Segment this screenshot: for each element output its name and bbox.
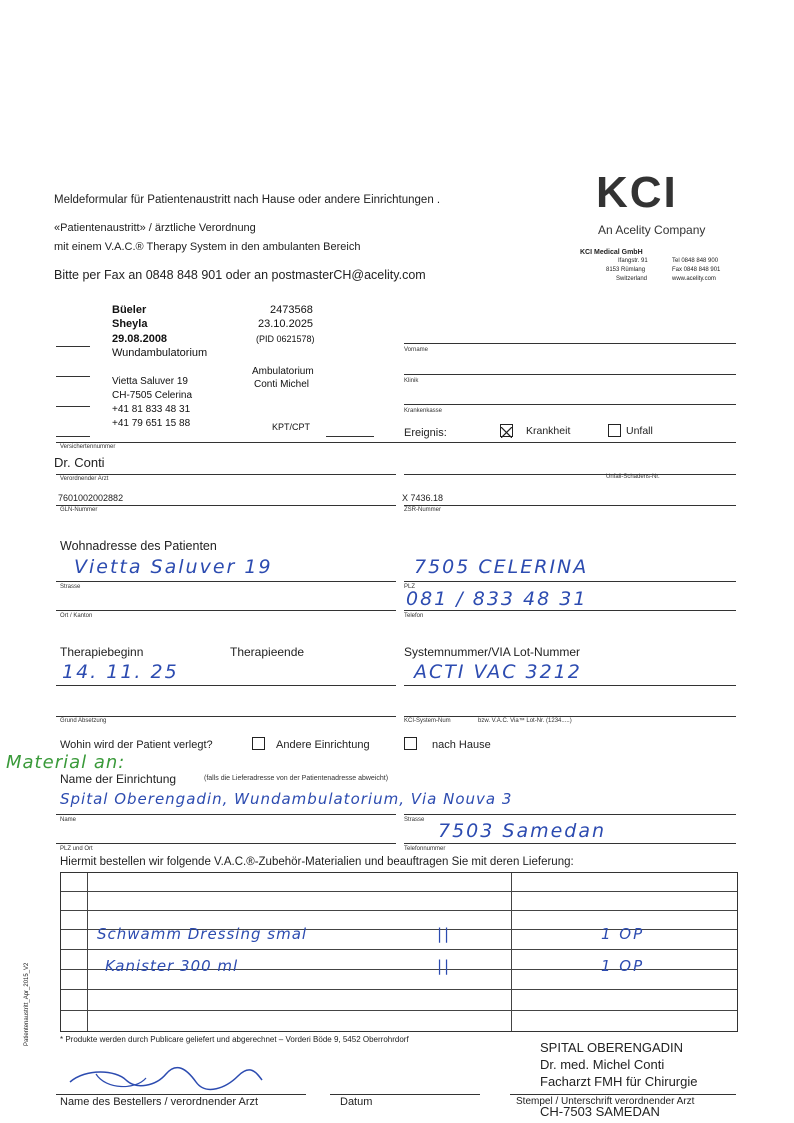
patient-lastname: Büeler [112, 304, 147, 316]
order-intro: Hiermit bestellen wir folgende V.A.C.®-Zubehör-Materialien und beauftragen Sie mit deren Lieferung: [60, 856, 574, 868]
logo-tagline: An Acelity Company [598, 223, 706, 237]
material-note: Material an: [6, 752, 126, 773]
kci-logo: KCI [596, 168, 678, 217]
stempel-label: Stempel / Unterschrift verordnender Arzt [516, 1096, 695, 1107]
vorname-label: Vorname [404, 347, 429, 353]
order-row-5-mark: || [437, 957, 452, 975]
order-row-4-item: Schwamm Dressing smal [97, 925, 308, 943]
form-title: Meldeformular für Patientenaustritt nach Hause oder andere Einrichtungen . [54, 194, 441, 206]
label-date: 23.10.2025 [258, 318, 314, 330]
order-table [60, 872, 738, 1032]
besteller-label: Name des Bestellers / verordnender Arzt [60, 1096, 259, 1108]
company-address-3: Switzerland [616, 276, 648, 282]
telefon-label: Telefon [404, 613, 424, 619]
gln-label: GLN-Nummer [60, 507, 98, 513]
company-name: KCI Medical GmbH [580, 249, 643, 256]
andere-einrichtung-checkbox[interactable] [252, 737, 265, 750]
therapy-start-value: 14. 11. 25 [62, 661, 179, 683]
patient-phone-1: +41 81 833 48 31 [112, 404, 191, 415]
ereignis-label: Ereignis: [404, 427, 447, 439]
order-row-4-mark: || [437, 925, 452, 943]
versichertennummer-label: Versichertennummer [60, 444, 116, 450]
company-address-1: Ifangstr. 91 [618, 258, 648, 264]
telefonnummer-label: Telefonnummer [404, 846, 446, 852]
patient-firstname: Sheyla [112, 318, 148, 330]
patient-city: CH-7505 Celerina [112, 390, 193, 401]
clinic-line-2: Conti Michel [254, 379, 310, 390]
fax-instruction: Bitte per Fax an 0848 848 901 oder an postmasterCH@acelity.com [54, 268, 426, 282]
stamp-line-3: Facharzt FMH für Chirurgie [540, 1074, 698, 1089]
name-label: Name [60, 817, 77, 823]
einrichtung-value: Spital Oberengadin, Wundambulatorium, Via Nouva 3 [60, 790, 513, 808]
patient-phone-2: +41 79 651 15 88 [112, 418, 191, 429]
company-web: www.acelity.com [672, 276, 716, 282]
klinik-label: Klinik [404, 378, 419, 384]
einrichtung-label: Name der Einrichtung [60, 772, 177, 786]
company-tel: Tel 0848 848 900 [672, 258, 719, 264]
order-row-5-qty: 1 OP [601, 957, 645, 975]
form-subtitle-2: mit einem V.A.C.® Therapy System in den ambulanten Bereich [54, 241, 361, 253]
therapiebeginn-label: Therapiebeginn [60, 645, 144, 659]
patient-pid: (PID 0621578) [256, 334, 315, 344]
plz-city-value: 7505 CELERINA [414, 556, 589, 578]
phone-value: 081 / 833 48 31 [406, 588, 588, 610]
plz-label: PLZ [404, 584, 416, 590]
zsr-label: ZSR-Nummer [404, 507, 441, 513]
system-number-value: ACTI VAC 3212 [414, 661, 582, 683]
krankheit-label: Krankheit [526, 425, 571, 437]
stamp-line-2: Dr. med. Michel Conti [540, 1057, 665, 1072]
nach-hause-label: nach Hause [432, 739, 491, 751]
plz-ort-label: PLZ und Ort [60, 846, 93, 852]
street-value: Vietta Saluver 19 [74, 556, 273, 578]
side-form-code: Patientenaustritt_Apr_2015_V2 [24, 962, 30, 1046]
patient-department: Wundambulatorium [112, 347, 208, 359]
delivery-note: * Produkte werden durch Publicare geliefert und abgerechnet – Vorderi Böde 9, 5452 Oberrohrdorf [60, 1035, 409, 1044]
strasse-label: Strasse [404, 817, 425, 823]
unfall-label: Unfall [626, 425, 653, 437]
gln-value: 7601002002882 [58, 493, 124, 503]
clinic-line-1: Ambulatorium [252, 366, 314, 377]
patient-street: Vietta Saluver 19 [112, 376, 188, 387]
systemnummer-label: Systemnummer/VIA Lot-Nummer [404, 645, 581, 659]
street-label: Strasse [60, 584, 81, 590]
patient-id-number: 2473568 [270, 304, 313, 316]
grund-absetzung-label: Grund Absetzung [60, 718, 107, 724]
arzt-label: Verordnender Arzt [60, 476, 109, 482]
kci-system-num-label: KCI-System-Num [404, 718, 451, 724]
company-address-2: 8153 Rümlang [606, 267, 646, 273]
company-fax: Fax 0848 848 901 [672, 267, 721, 273]
stamp-line-4: CH-7503 SAMEDAN [540, 1104, 660, 1119]
unfall-checkbox[interactable] [608, 424, 621, 437]
check-cross-icon [501, 427, 512, 438]
transfer-question: Wohin wird der Patient verlegt? [60, 739, 213, 751]
patient-birthdate: 29.08.2008 [112, 333, 168, 345]
order-row-5-item: Kanister 300 ml [105, 957, 239, 975]
datum-label: Datum [340, 1096, 373, 1108]
zsr-value: X 7436.18 [402, 493, 444, 503]
unfall-schadens-label: Unfall-Schadens-Nr. [606, 474, 660, 480]
form-subtitle-1: «Patientenaustritt» / ärztliche Verordnung [54, 222, 256, 234]
einrichtung-plz-value: 7503 Samedan [438, 820, 607, 842]
therapieende-label: Therapieende [230, 645, 305, 659]
lot-number-label: bzw. V.A.C. Via™ Lot-Nr. (1234.....) [478, 718, 572, 724]
arzt-value: Dr. Conti [54, 455, 105, 470]
kpt-label: KPT/CPT [272, 422, 311, 432]
stamp-line-1: SPITAL OBERENGADIN [540, 1040, 684, 1055]
einrichtung-note: (falls die Lieferadresse von der Patientenadresse abweicht) [204, 775, 389, 782]
krankheit-checkbox[interactable] [500, 424, 513, 437]
andere-einrichtung-label: Andere Einrichtung [276, 739, 370, 751]
ort-kanton-label: Ort / Kanton [60, 613, 93, 619]
nach-hause-checkbox[interactable] [404, 737, 417, 750]
krankenkasse-label: Krankenkasse [404, 408, 443, 414]
address-section-title: Wohnadresse des Patienten [60, 539, 217, 553]
order-row-4-qty: 1 OP [601, 925, 645, 943]
